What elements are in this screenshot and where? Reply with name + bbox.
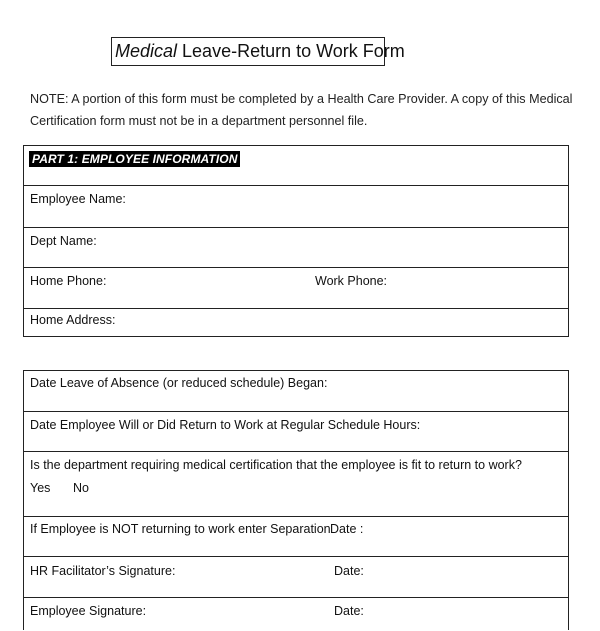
dept-name-field[interactable] bbox=[24, 228, 568, 268]
form-title bbox=[111, 37, 405, 66]
certification-row bbox=[24, 452, 568, 517]
dept-name-label: Dept Name: bbox=[30, 234, 97, 248]
work-phone-label[interactable]: Work Phone: bbox=[315, 274, 388, 288]
employee-name-field[interactable] bbox=[24, 186, 568, 228]
certification-question: Is the department requiring medical certification that the employee is fit to return to work? bbox=[30, 458, 522, 472]
hr-date-label[interactable]: Date: bbox=[334, 564, 364, 578]
part1-header: PART 1: EMPLOYEE INFORMATION bbox=[29, 151, 240, 167]
return-date-field[interactable] bbox=[24, 412, 568, 452]
home-phone-label[interactable]: Home Phone: bbox=[30, 274, 107, 288]
not-returning-label[interactable]: If Employee is NOT returning to work enter Separation bbox=[30, 522, 331, 536]
leave-began-label: Date Leave of Absence (or reduced schedule) Began: bbox=[30, 376, 328, 390]
employee-date-label[interactable]: Date: bbox=[334, 604, 364, 618]
form-note: NOTE: A portion of this form must be completed by a Health Care Provider. A copy of this Medical Certification form must not be in a department personnel file. bbox=[30, 92, 573, 128]
form-title-italic: Medical bbox=[115, 41, 178, 61]
return-to-work-table bbox=[23, 370, 569, 630]
employee-information-table bbox=[23, 145, 569, 337]
separation-date-label[interactable]: Date : bbox=[330, 522, 364, 536]
home-address-field[interactable] bbox=[24, 309, 568, 336]
hr-signature-label[interactable]: HR Facilitator’s Signature: bbox=[30, 564, 176, 578]
part1-header-row bbox=[24, 146, 568, 186]
form-title-rest: Leave-Return to Work Form bbox=[177, 41, 405, 61]
employee-signature-label[interactable]: Employee Signature: bbox=[30, 604, 147, 618]
yes-option[interactable]: Yes bbox=[30, 481, 51, 495]
employee-signature-row bbox=[24, 598, 568, 631]
no-option[interactable]: No bbox=[73, 481, 89, 495]
hr-signature-row bbox=[24, 557, 568, 598]
phone-row bbox=[24, 268, 568, 309]
home-address-label: Home Address: bbox=[30, 313, 116, 327]
return-date-label: Date Employee Will or Did Return to Work at Regular Schedule Hours: bbox=[30, 418, 421, 432]
employee-name-label: Employee Name: bbox=[30, 192, 126, 206]
separation-row bbox=[24, 517, 568, 557]
leave-began-field[interactable] bbox=[24, 371, 568, 412]
